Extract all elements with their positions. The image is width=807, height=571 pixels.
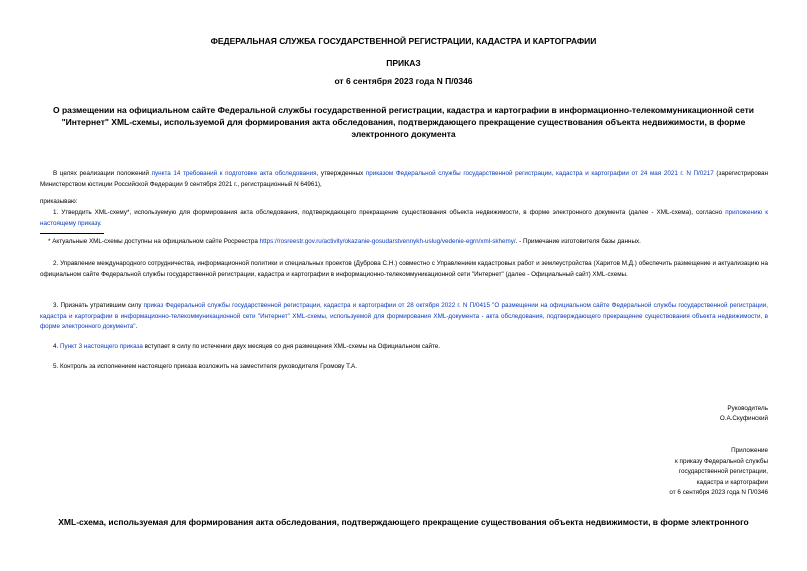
item-1-text-2: . bbox=[99, 219, 102, 227]
item-3-text-2: . bbox=[135, 323, 138, 330]
document-date-number: от 6 сентября 2023 года N П/0346 bbox=[334, 76, 473, 86]
item-3-text-1: 3. Признать утратившим силу bbox=[53, 302, 144, 309]
signature-role: Руководитель bbox=[727, 405, 768, 412]
requirements-link[interactable]: пункта 14 требований к подготовке акта обследования bbox=[151, 170, 317, 177]
intro-text-1: В целях реализации положений bbox=[53, 170, 152, 177]
item-2: 2. Управление международного сотрудничества, информационной политики и специальных проектов (Дуброва С.Н.) совместно с Управлением кадастровых работ и землеустройства (Харитов М.Д.) обеспечить размещение и актуализацию на официальном сайте Федеральной службы государственной регистрации, кадастра и картографии в информационно-телекоммуникационной сети "Интернет" (далее - Официальный сайт) XML-схемы. bbox=[40, 260, 768, 278]
item-4 bbox=[40, 342, 768, 353]
intro-text-3: (зарегистрирован Министерством юстиции Российской Федерации 9 сентября 2021 г., регистрационный N 64961), bbox=[40, 170, 768, 188]
order-heading: О размещении на официальном сайте Федеральной службы государственной регистрации, кадастра и картографии в информационно-телекоммуникационной сети "Интернет" XML-схемы, используемой для формирования акта обследования, подтверждающего прекращение существования объекта недвижимости, в форме электронного документа bbox=[52, 105, 755, 139]
appendix-title: XML-схема, используемая для формирования акта обследования, подтверждающего прекращение существования объекта недвижимости, в форме электронного bbox=[58, 517, 749, 527]
item-4-text-1: 4. bbox=[53, 343, 61, 350]
footnote bbox=[40, 237, 768, 248]
appendix-line-4: кадастра и картографии bbox=[696, 478, 768, 486]
footnote-text-1: * Актуальные XML-схемы доступны на официальном сайте Росреестра bbox=[48, 238, 260, 245]
footnote-divider bbox=[40, 233, 104, 234]
prikazyvayu-label: приказываю: bbox=[40, 198, 78, 205]
item-4-text-2: вступает в силу по истечении двух месяцев со дня размещения XML-схемы на Официальном сайте. bbox=[142, 343, 441, 350]
order-p0217-link[interactable]: приказом Федеральной службы государственной регистрации, кадастра и картографии от 24 мая 2021 г. N П/0217 bbox=[365, 170, 714, 177]
item-5: 5. Контроль за исполнением настоящего приказа возложить на заместителя руководителя Громову Т.А. bbox=[53, 363, 357, 370]
signature-name: О.А.Скуфинский bbox=[719, 415, 768, 422]
item-1-text-1: 1. Утвердить XML-схему*, используемую для формирования акта обследования, подтверждающего прекращение существования объекта недвижимости, в форме электронного документа (далее - XML-схема), согласно bbox=[53, 209, 726, 216]
intro-text-2: , утвержденных bbox=[316, 170, 366, 177]
agency-title: ФЕДЕРАЛЬНАЯ СЛУЖБА ГОСУДАРСТВЕННОЙ РЕГИСТРАЦИИ, КАДАСТРА И КАРТОГРАФИИ bbox=[210, 36, 597, 46]
item-3 bbox=[40, 301, 768, 333]
footnote-text-2: . - Примечание изготовителя базы данных. bbox=[515, 238, 641, 245]
intro-paragraph bbox=[40, 169, 768, 190]
document-type: ПРИКАЗ bbox=[386, 58, 421, 68]
appendix-line-1: Приложение bbox=[731, 447, 768, 454]
appendix-line-2: к приказу Федеральной службы bbox=[675, 457, 768, 465]
rosreestr-xml-link[interactable]: https://rosreestr.gov.ru/activity/okazanie-gosudarstvennykh-uslug/vedenie-egrn/xml-skhemy/ bbox=[259, 238, 516, 245]
appendix-link[interactable]: приложению к настоящему приказу bbox=[40, 209, 768, 227]
item-1 bbox=[40, 208, 768, 229]
order-p0415-link[interactable]: приказ Федеральной службы государственной регистрации, кадастра и картографии от 28 октября 2022 г. N П/0415 "О размещении на официальном сайте Федеральной службы государственной регистрации, кадастра и картографии в информационно-телекоммуникационной сети "Интернет" XML-схемы, используемой для формирования XML-документа - акта обследования, подтверждающего прекращение существования объекта недвижимости, в форме электронного документа" bbox=[40, 302, 768, 330]
point-3-link[interactable]: Пункт 3 настоящего приказа bbox=[60, 343, 143, 350]
appendix-block bbox=[669, 446, 768, 499]
appendix-line-5: от 6 сентября 2023 года N П/0346 bbox=[669, 489, 768, 496]
appendix-line-3: государственной регистрации, bbox=[678, 468, 768, 475]
